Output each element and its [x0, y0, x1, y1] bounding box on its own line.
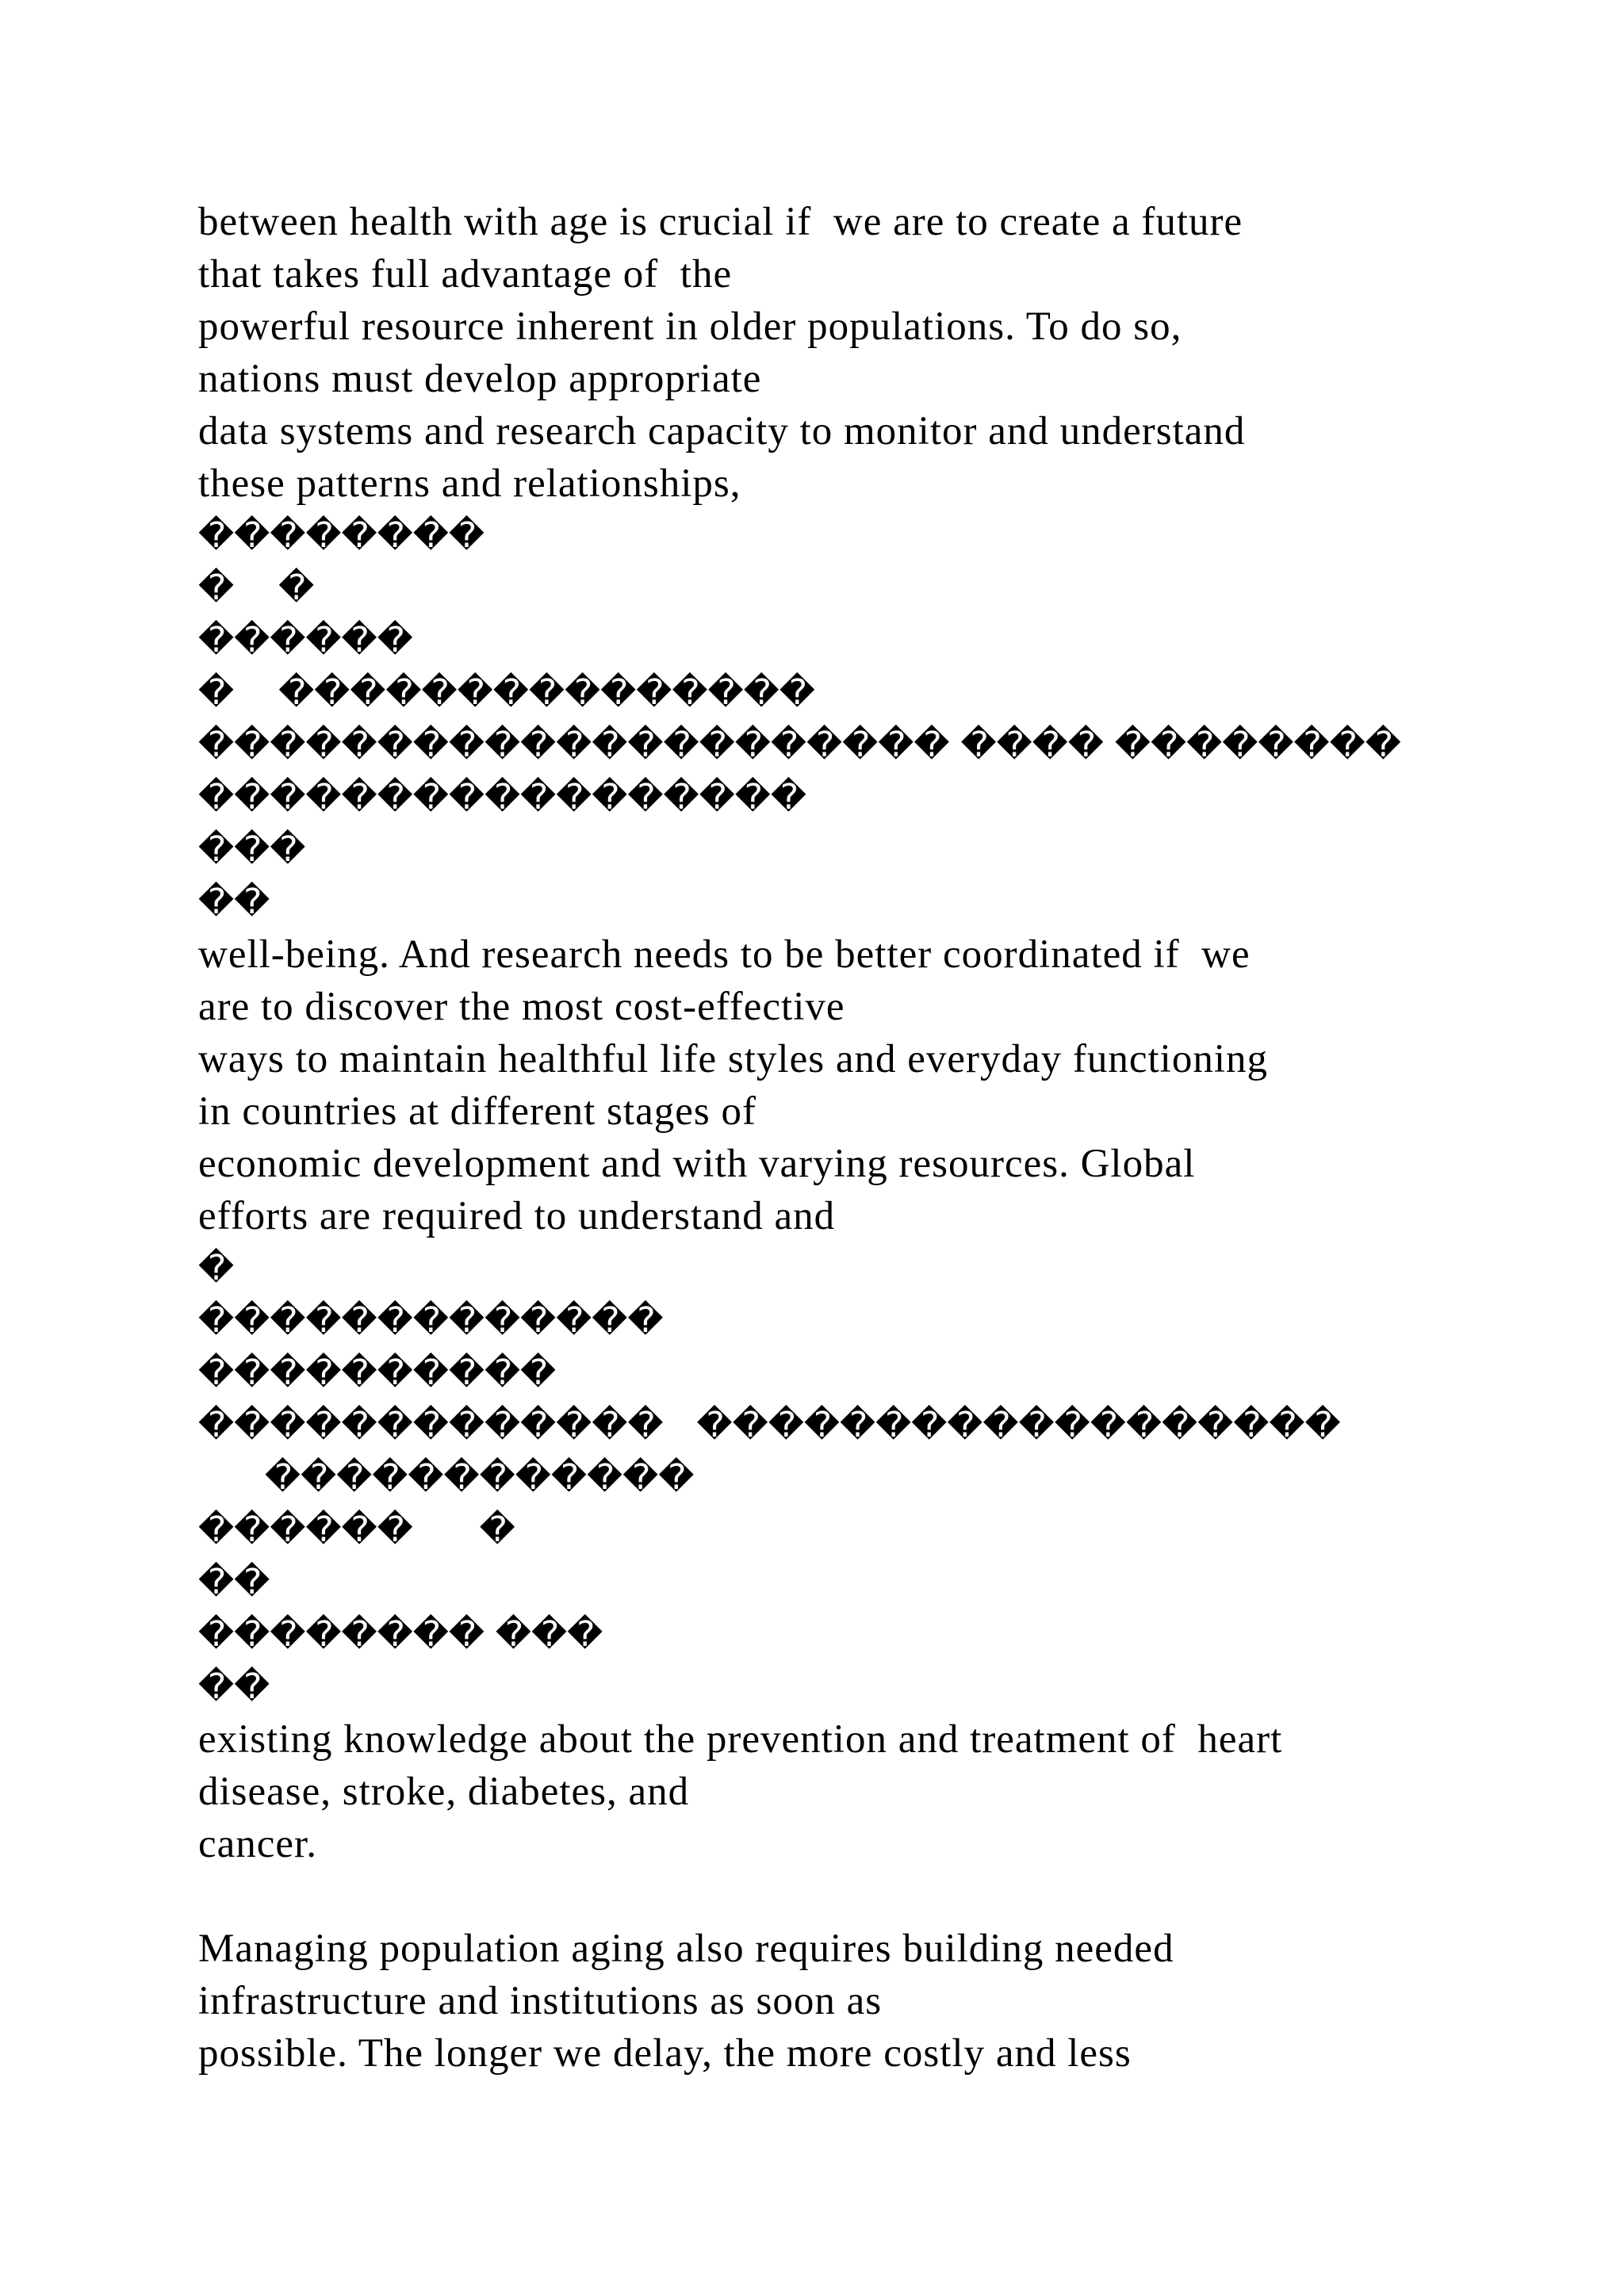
garbled-text-line: �� — [198, 882, 270, 922]
text-line: in countries at different stages of — [198, 1089, 756, 1134]
garbled-text-line: �������� — [198, 515, 485, 556]
text-line: efforts are required to understand and — [198, 1194, 836, 1238]
text-line: disease, stroke, diabetes, and — [198, 1770, 690, 1814]
text-line: between health with age is crucial if we are to create a future — [198, 200, 1243, 244]
garbled-text-line: ������������ — [198, 1457, 695, 1498]
text-line: Managing population aging also requires building needed — [198, 1927, 1174, 1971]
text-line: possible. The longer we delay, the more costly and less — [198, 2031, 1132, 2076]
text-line: cancer. — [198, 1822, 317, 1866]
text-line: well-being. And research needs to be better coordinated if we — [198, 932, 1251, 977]
text-line: powerful resource inherent in older populations. To do so, — [198, 304, 1182, 349]
garbled-text-line: ������ — [198, 620, 413, 660]
garbled-text-line: �������� ��� — [198, 1614, 603, 1655]
garbled-text-line: ������������� — [198, 1300, 664, 1341]
text-line: existing knowledge about the prevention and treatment of heart — [198, 1717, 1283, 1762]
garbled-text-line: ��������������������� ���� �������� — [198, 725, 1401, 765]
garbled-text-line: � — [198, 1248, 235, 1288]
garbled-text-line: ������������� ������������������ — [198, 1405, 1341, 1445]
garbled-text-line: �� — [198, 1562, 270, 1602]
garbled-text-line: � ��������������� — [198, 672, 815, 713]
text-line: these patterns and relationships, — [198, 461, 741, 506]
garbled-text-line: ������ � — [198, 1510, 515, 1550]
garbled-text-line: �� — [198, 1667, 270, 1707]
garbled-text-line: ����������������� — [198, 777, 806, 817]
text-line: economic development and with varying resources. Global — [198, 1142, 1196, 1186]
text-line: data systems and research capacity to monitor and understand — [198, 409, 1246, 453]
text-line: that takes full advantage of the — [198, 252, 733, 297]
text-line: infrastructure and institutions as soon as — [198, 1979, 883, 2023]
garbled-text-line: ���������� — [198, 1353, 557, 1393]
text-line: ways to maintain healthful life styles and everyday functioning — [198, 1037, 1268, 1081]
garbled-text-line: � � — [198, 568, 315, 608]
text-line: are to discover the most cost-effective — [198, 985, 845, 1029]
garbled-text-line: ��� — [198, 829, 306, 870]
text-line: nations must develop appropriate — [198, 357, 762, 401]
